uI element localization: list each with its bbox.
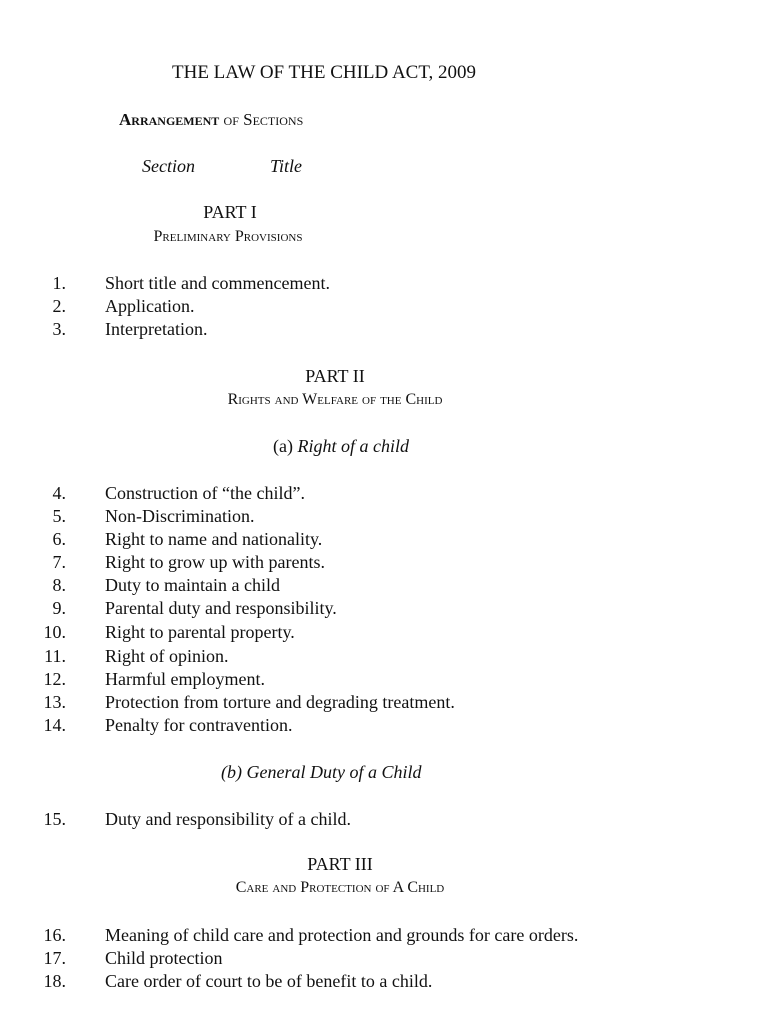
section-number: 2. [52,296,66,316]
subheading-prefix: (a) [273,436,293,456]
list-item [0,669,700,691]
list-item [0,646,700,668]
section-title: Protection from torture and degrading treatment. [105,692,455,712]
subheading-text: General Duty of a Child [246,762,422,782]
list-item [0,483,700,505]
part-3-heading: Care and Protection of A Child [235,879,445,896]
list-item [0,575,700,597]
arrangement-first-word: Arrangement [119,110,220,129]
section-title: Meaning of child care and protection and grounds for care orders. [105,925,579,945]
part-3-label: PART III [307,854,373,874]
part-2-heading: Rights and Welfare of the Child [227,391,443,408]
subheading-text: Right of a child [297,436,409,456]
section-number: 12. [43,669,66,689]
section-number: 7. [52,552,66,572]
section-number: 15. [43,809,66,829]
list-item [0,715,700,737]
section-title: Parental duty and responsibility. [105,598,337,618]
section-title: Child protection [105,948,223,968]
section-number: 14. [43,715,66,735]
list-item [0,809,700,831]
section-number: 16. [43,925,66,945]
section-title: Duty and responsibility of a child. [105,809,351,829]
section-title: Duty to maintain a child [105,575,280,595]
section-number: 18. [43,971,66,991]
list-item [0,319,700,341]
list-item [0,506,700,528]
section-title: Right to grow up with parents. [105,552,325,572]
section-number: 6. [52,529,66,549]
section-title: Application. [105,296,195,316]
arrangement-rest: of Sections [219,110,304,129]
list-item [0,529,700,551]
section-number: 10. [43,622,66,642]
section-number: 13. [43,692,66,712]
subheading-prefix: (b) [221,762,242,782]
section-title: Penalty for contravention. [105,715,293,735]
section-number: 4. [52,483,66,503]
arrangement-heading [119,110,303,130]
section-number: 3. [52,319,66,339]
section-number: 9. [52,598,66,618]
part-2-label: PART II [305,366,365,386]
section-title: Harmful employment. [105,669,265,689]
section-title: Right to parental property. [105,622,295,642]
section-title: Right of opinion. [105,646,229,666]
list-item [0,552,700,574]
column-heading-title: Title [270,156,303,176]
part-1-label: PART I [203,202,257,222]
list-item [0,296,700,318]
column-heading-section: Section [142,156,195,176]
section-number: 1. [52,273,66,293]
section-title: Short title and commencement. [105,273,330,293]
section-title: Right to name and nationality. [105,529,323,549]
section-title: Interpretation. [105,319,208,339]
document-title: THE LAW OF THE CHILD ACT, 2009 [172,62,477,83]
section-number: 17. [43,948,66,968]
part-1-heading: Preliminary Provisions [153,228,303,245]
section-number: 8. [52,575,66,595]
list-item [0,948,720,970]
subheading-a [273,436,409,457]
list-item [0,925,720,947]
section-number: 11. [44,646,66,666]
section-title: Construction of “the child”. [105,483,305,503]
section-title: Non-Discrimination. [105,506,255,526]
section-number: 5. [52,506,66,526]
list-item [0,598,700,620]
list-item [0,273,700,295]
section-title: Care order of court to be of benefit to a child. [105,971,433,991]
list-item [0,971,720,993]
list-item [0,622,700,644]
subheading-b [221,762,421,783]
list-item [0,692,700,714]
